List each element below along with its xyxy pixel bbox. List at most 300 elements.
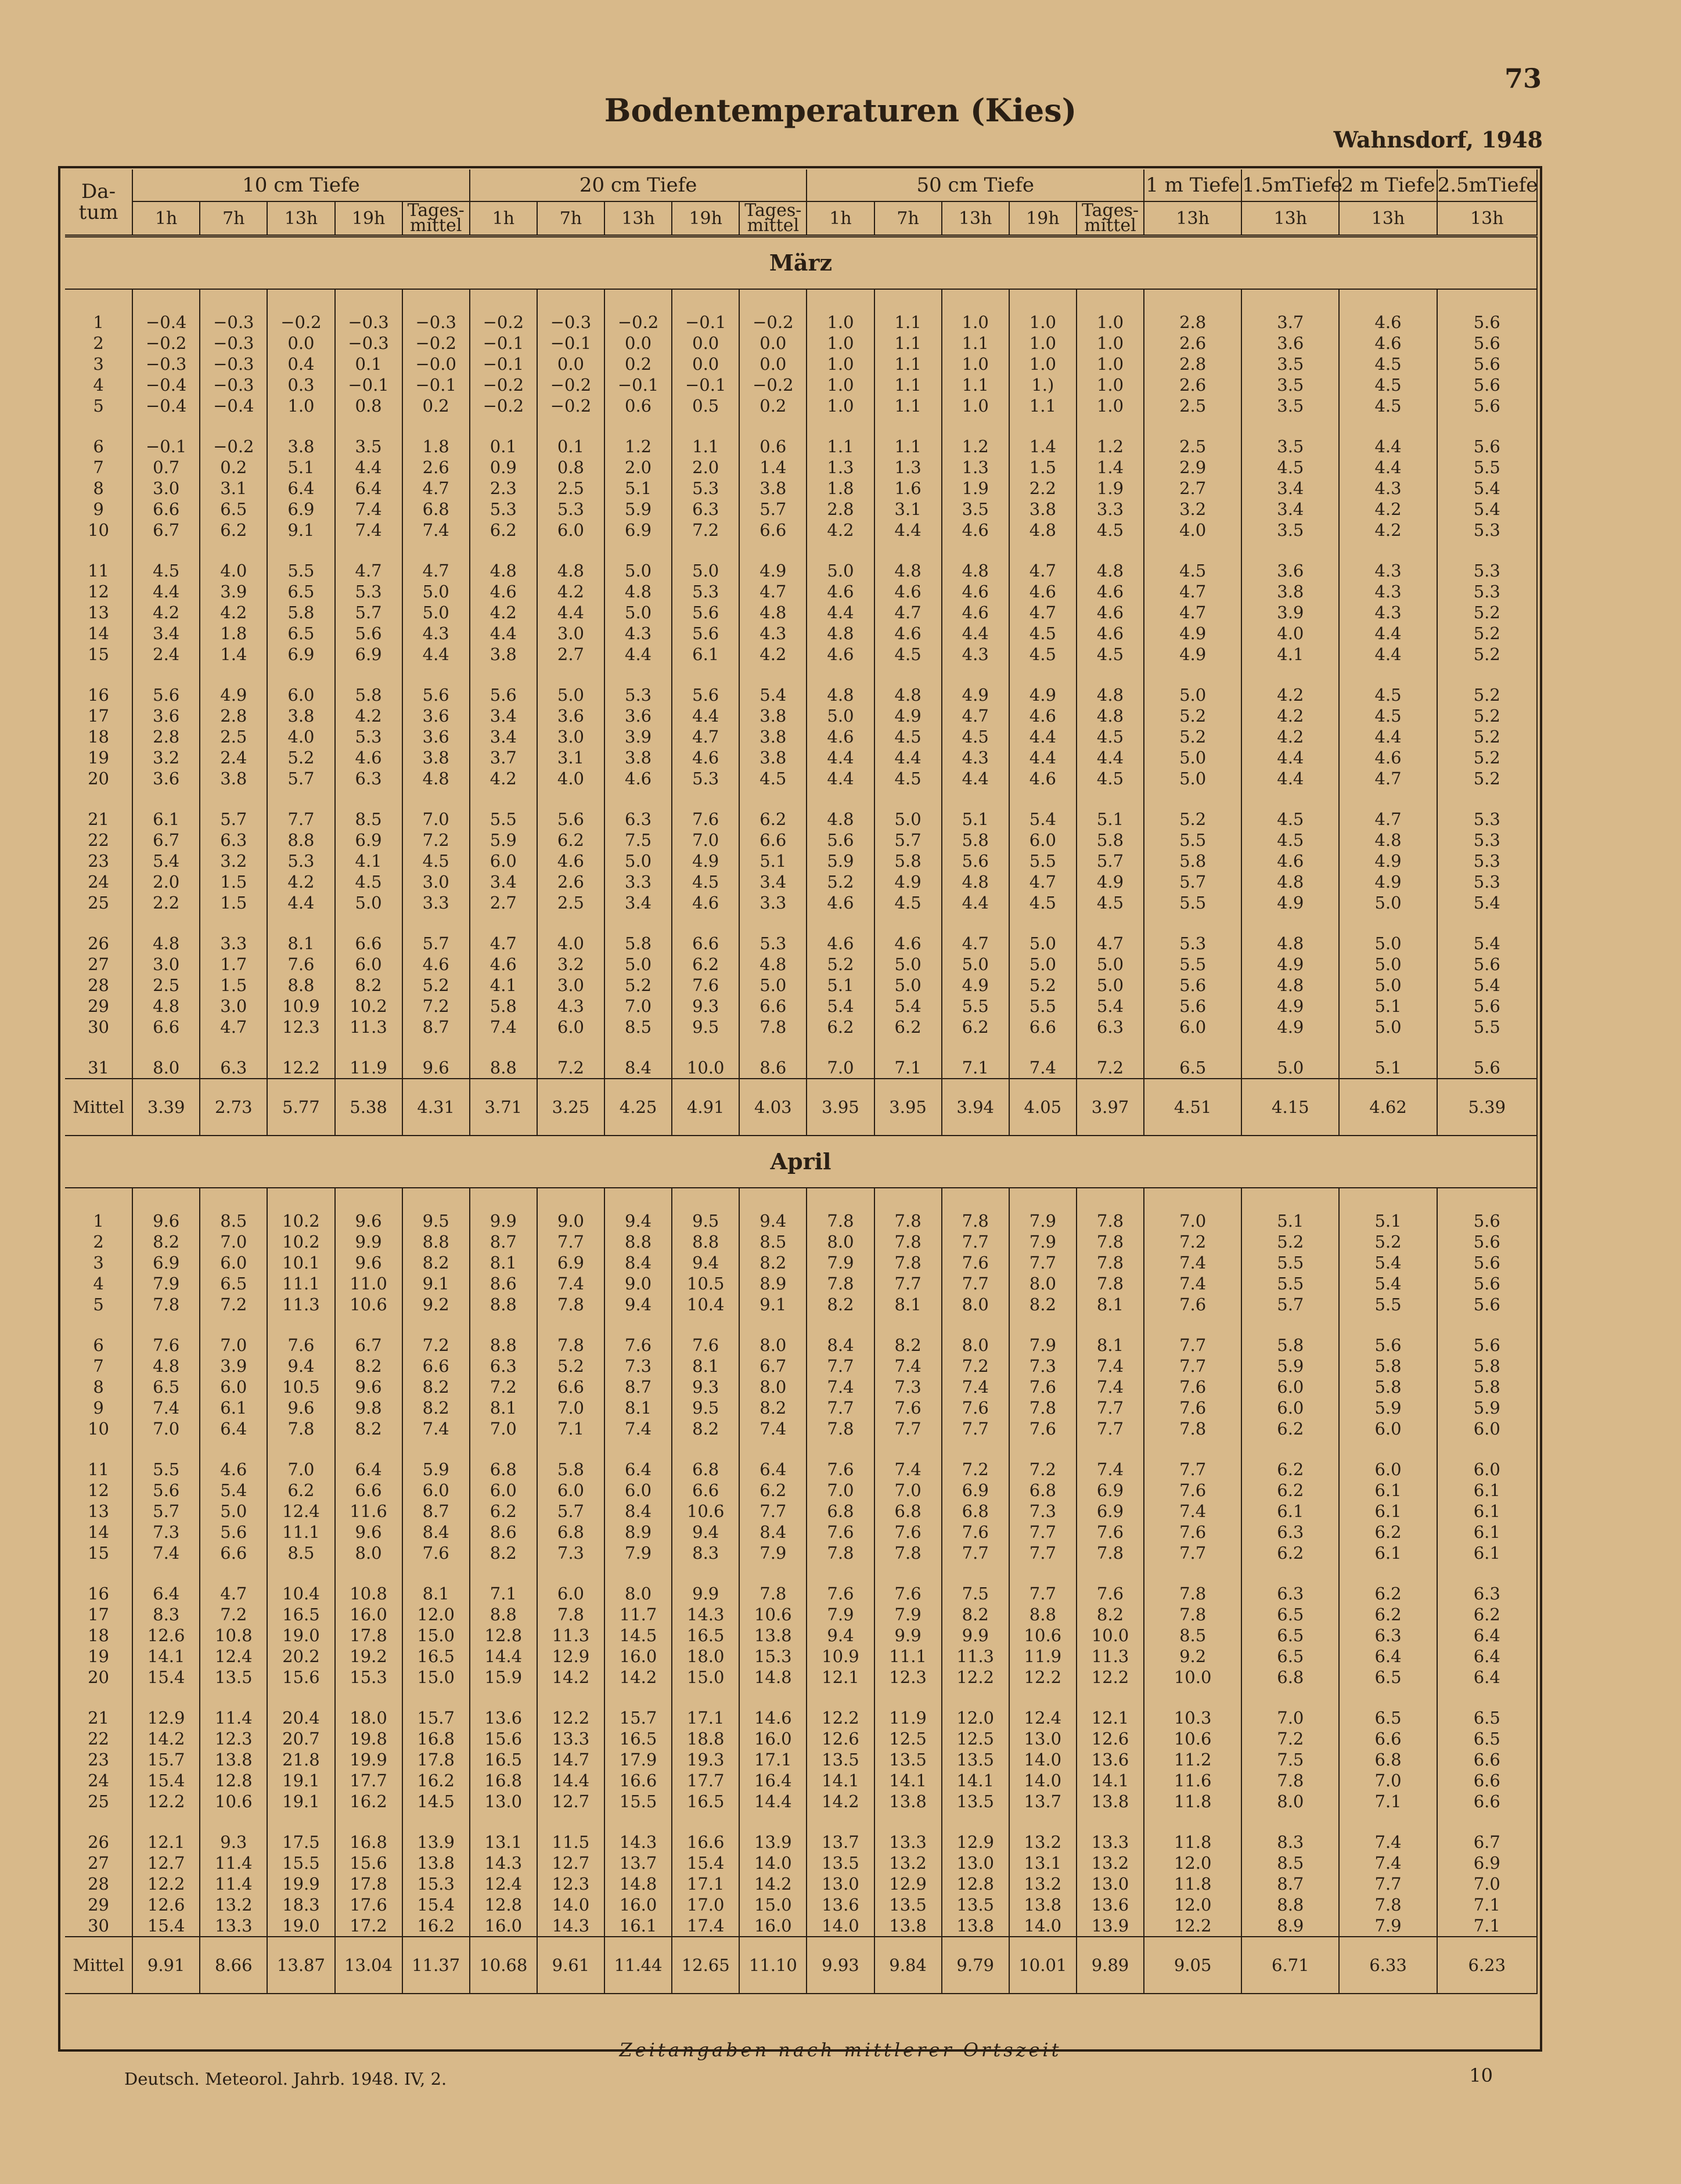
value-cell: 2.5 bbox=[1144, 436, 1241, 457]
value-cell: 6.1 bbox=[1339, 1543, 1437, 1563]
value-cell: 4.4 bbox=[132, 581, 200, 602]
value-cell: 1.2 bbox=[1077, 436, 1144, 457]
value-cell: 7.8 bbox=[1077, 1252, 1144, 1273]
value-cell: 7.7 bbox=[1009, 1583, 1077, 1604]
mean-cell: 6.23 bbox=[1437, 1937, 1537, 1994]
table-row bbox=[65, 499, 1537, 520]
value-cell: 7.6 bbox=[1144, 1376, 1241, 1397]
value-cell: 12.2 bbox=[807, 1707, 874, 1728]
value-cell: 13.6 bbox=[1077, 1749, 1144, 1770]
mean-cell: 3.94 bbox=[942, 1079, 1009, 1136]
value-cell: 4.8 bbox=[874, 684, 942, 705]
value-cell: 4.9 bbox=[1339, 850, 1437, 871]
value-cell: 0.2 bbox=[739, 395, 807, 416]
value-cell: 7.2 bbox=[942, 1459, 1009, 1480]
value-cell: 9.9 bbox=[470, 1210, 537, 1231]
value-cell: 7.0 bbox=[1437, 1873, 1537, 1894]
value-cell: 14.3 bbox=[604, 1832, 672, 1853]
value-cell: 13.2 bbox=[1077, 1853, 1144, 1873]
value-cell: 4.5 bbox=[1077, 726, 1144, 747]
value-cell: 6.0 bbox=[1241, 1397, 1339, 1418]
value-cell: 9.2 bbox=[402, 1294, 470, 1315]
value-cell: 7.6 bbox=[672, 1335, 739, 1356]
value-cell: 5.6 bbox=[672, 684, 739, 705]
value-cell: 8.7 bbox=[470, 1231, 537, 1252]
value-cell: 4.2 bbox=[1339, 499, 1437, 520]
value-cell: 3.8 bbox=[739, 747, 807, 768]
table-row bbox=[65, 1625, 1537, 1646]
value-cell: 11.3 bbox=[1077, 1646, 1144, 1667]
value-cell: −0.2 bbox=[402, 333, 470, 354]
value-cell: 9.3 bbox=[672, 996, 739, 1017]
value-cell: 11.2 bbox=[1144, 1749, 1241, 1770]
value-cell: 9.2 bbox=[1144, 1646, 1241, 1667]
value-cell: 0.0 bbox=[537, 354, 604, 374]
value-cell: 13.2 bbox=[200, 1894, 267, 1915]
value-cell: 5.2 bbox=[1437, 726, 1537, 747]
value-cell: 3.6 bbox=[537, 705, 604, 726]
value-cell: 7.6 bbox=[604, 1335, 672, 1356]
value-cell: 7.4 bbox=[335, 499, 402, 520]
value-cell: 6.8 bbox=[1009, 1480, 1077, 1501]
table-row bbox=[65, 830, 1537, 850]
header-group-2m: 2 m Tiefe bbox=[1339, 170, 1437, 201]
value-cell: 5.4 bbox=[1339, 1273, 1437, 1294]
day-cell: 7 bbox=[65, 1356, 132, 1376]
value-cell: 0.4 bbox=[267, 354, 334, 374]
value-cell: 6.6 bbox=[1339, 1728, 1437, 1749]
value-cell: 4.6 bbox=[874, 581, 942, 602]
value-cell: 1.0 bbox=[1077, 354, 1144, 374]
value-cell: 12.7 bbox=[132, 1853, 200, 1873]
value-cell: 3.4 bbox=[470, 871, 537, 892]
value-cell: 7.0 bbox=[200, 1231, 267, 1252]
value-cell: 7.7 bbox=[1077, 1418, 1144, 1439]
value-cell: 6.7 bbox=[1437, 1832, 1537, 1853]
table-row bbox=[65, 1853, 1537, 1873]
value-cell: 4.9 bbox=[1241, 996, 1339, 1017]
value-cell: 5.5 bbox=[1241, 1273, 1339, 1294]
value-cell: 6.0 bbox=[200, 1252, 267, 1273]
value-cell: 3.4 bbox=[739, 871, 807, 892]
value-cell: −0.3 bbox=[335, 333, 402, 354]
value-cell: 10.8 bbox=[335, 1583, 402, 1604]
table-row bbox=[65, 1210, 1537, 1231]
value-cell: 16.1 bbox=[604, 1915, 672, 1937]
mean-cell: 8.66 bbox=[200, 1937, 267, 1994]
value-cell: 4.1 bbox=[1241, 644, 1339, 665]
value-cell: 6.6 bbox=[1437, 1770, 1537, 1791]
value-cell: 14.4 bbox=[470, 1646, 537, 1667]
value-cell: 10.2 bbox=[267, 1210, 334, 1231]
value-cell: 11.3 bbox=[537, 1625, 604, 1646]
value-cell: 6.8 bbox=[874, 1501, 942, 1522]
value-cell: 5.3 bbox=[604, 684, 672, 705]
value-cell: 7.7 bbox=[1144, 1459, 1241, 1480]
value-cell: 6.3 bbox=[604, 809, 672, 830]
day-cell: 24 bbox=[65, 1770, 132, 1791]
value-cell: 3.2 bbox=[1144, 499, 1241, 520]
value-cell: 0.7 bbox=[132, 457, 200, 478]
value-cell: 10.1 bbox=[267, 1252, 334, 1273]
value-cell: −0.3 bbox=[200, 354, 267, 374]
value-cell: 7.6 bbox=[1077, 1583, 1144, 1604]
value-cell: 9.4 bbox=[739, 1210, 807, 1231]
value-cell: 8.2 bbox=[942, 1604, 1009, 1625]
day-cell: 9 bbox=[65, 1397, 132, 1418]
value-cell: 5.8 bbox=[470, 996, 537, 1017]
value-cell: 3.0 bbox=[200, 996, 267, 1017]
value-cell: 8.2 bbox=[672, 1418, 739, 1439]
value-cell: −0.3 bbox=[537, 312, 604, 333]
value-cell: 3.8 bbox=[604, 747, 672, 768]
value-cell: 4.6 bbox=[807, 726, 874, 747]
value-cell: 3.5 bbox=[335, 436, 402, 457]
value-cell: 9.1 bbox=[739, 1294, 807, 1315]
header-group-1m: 1 m Tiefe bbox=[1144, 170, 1241, 201]
value-cell: 10.0 bbox=[672, 1057, 739, 1079]
value-cell: 12.0 bbox=[942, 1707, 1009, 1728]
value-cell: 5.5 bbox=[132, 1459, 200, 1480]
value-cell: 6.2 bbox=[1241, 1480, 1339, 1501]
value-cell: −0.1 bbox=[335, 374, 402, 395]
value-cell: 4.6 bbox=[470, 954, 537, 975]
value-cell: 11.4 bbox=[200, 1707, 267, 1728]
value-cell: 8.2 bbox=[335, 1418, 402, 1439]
value-cell: 10.2 bbox=[267, 1231, 334, 1252]
day-cell: 15 bbox=[65, 644, 132, 665]
footer-source: Deutsch. Meteorol. Jahrb. 1948. IV, 2. bbox=[124, 2069, 447, 2089]
value-cell: 7.6 bbox=[874, 1522, 942, 1543]
value-cell: 5.4 bbox=[1339, 1252, 1437, 1273]
value-cell: 7.8 bbox=[1144, 1418, 1241, 1439]
value-cell: 4.4 bbox=[874, 520, 942, 540]
value-cell: 10.9 bbox=[267, 996, 334, 1017]
value-cell: 5.5 bbox=[267, 560, 334, 581]
value-cell: 3.8 bbox=[402, 747, 470, 768]
value-cell: 5.5 bbox=[942, 996, 1009, 1017]
value-cell: 1.1 bbox=[942, 374, 1009, 395]
value-cell: 9.9 bbox=[335, 1231, 402, 1252]
day-cell: 20 bbox=[65, 1667, 132, 1688]
value-cell: 6.0 bbox=[537, 1017, 604, 1037]
value-cell: 4.9 bbox=[874, 705, 942, 726]
mean-cell: 3.95 bbox=[807, 1079, 874, 1136]
header-group-2-5m: 2.5mTiefe bbox=[1437, 170, 1537, 201]
value-cell: 1.0 bbox=[1077, 333, 1144, 354]
value-cell: 12.2 bbox=[1009, 1667, 1077, 1688]
value-cell: 9.6 bbox=[267, 1397, 334, 1418]
value-cell: 7.4 bbox=[1144, 1273, 1241, 1294]
value-cell: 5.9 bbox=[807, 850, 874, 871]
value-cell: 7.8 bbox=[807, 1418, 874, 1439]
table-row bbox=[65, 1397, 1537, 1418]
value-cell: 4.4 bbox=[942, 768, 1009, 789]
value-cell: −0.1 bbox=[604, 374, 672, 395]
value-cell: 7.1 bbox=[942, 1057, 1009, 1079]
value-cell: 4.8 bbox=[1077, 684, 1144, 705]
value-cell: 7.0 bbox=[267, 1459, 334, 1480]
value-cell: 5.3 bbox=[1437, 850, 1537, 871]
value-cell: 8.4 bbox=[604, 1252, 672, 1273]
value-cell: 4.4 bbox=[470, 623, 537, 644]
value-cell: 1.0 bbox=[807, 395, 874, 416]
value-cell: 5.4 bbox=[1077, 996, 1144, 1017]
value-cell: 18.3 bbox=[267, 1894, 334, 1915]
value-cell: 2.3 bbox=[470, 478, 537, 499]
value-cell: 4.4 bbox=[1241, 768, 1339, 789]
value-cell: 5.6 bbox=[1437, 1252, 1537, 1273]
value-cell: 7.9 bbox=[1339, 1915, 1437, 1937]
value-cell: 4.5 bbox=[874, 726, 942, 747]
value-cell: 7.6 bbox=[1009, 1376, 1077, 1397]
value-cell: 4.7 bbox=[1009, 871, 1077, 892]
value-cell: 1.7 bbox=[200, 954, 267, 975]
mean-cell: 9.89 bbox=[1077, 1937, 1144, 1994]
value-cell: 8.7 bbox=[402, 1501, 470, 1522]
day-cell: 3 bbox=[65, 354, 132, 374]
value-cell: 7.6 bbox=[672, 809, 739, 830]
value-cell: 6.8 bbox=[807, 1501, 874, 1522]
value-cell: 2.6 bbox=[1144, 333, 1241, 354]
value-cell: 4.5 bbox=[1077, 520, 1144, 540]
value-cell: 10.2 bbox=[335, 996, 402, 1017]
value-cell: 5.8 bbox=[942, 830, 1009, 850]
value-cell: 12.0 bbox=[402, 1604, 470, 1625]
value-cell: 4.5 bbox=[1339, 705, 1437, 726]
value-cell: 4.5 bbox=[132, 560, 200, 581]
value-cell: 5.4 bbox=[1009, 809, 1077, 830]
value-cell: 7.6 bbox=[1144, 1480, 1241, 1501]
value-cell: 5.7 bbox=[200, 809, 267, 830]
value-cell: 4.0 bbox=[537, 768, 604, 789]
value-cell: 6.2 bbox=[470, 1501, 537, 1522]
value-cell: 7.3 bbox=[1009, 1501, 1077, 1522]
day-cell: 14 bbox=[65, 623, 132, 644]
value-cell: 13.3 bbox=[874, 1832, 942, 1853]
value-cell: 5.0 bbox=[1339, 954, 1437, 975]
value-cell: 10.5 bbox=[672, 1273, 739, 1294]
value-cell: 15.6 bbox=[470, 1728, 537, 1749]
value-cell: 6.9 bbox=[1437, 1853, 1537, 1873]
value-cell: 7.0 bbox=[132, 1418, 200, 1439]
value-cell: 9.5 bbox=[672, 1210, 739, 1231]
value-cell: 7.7 bbox=[1144, 1543, 1241, 1563]
value-cell: 4.8 bbox=[132, 996, 200, 1017]
value-cell: 5.2 bbox=[1437, 684, 1537, 705]
value-cell: 6.0 bbox=[537, 1480, 604, 1501]
value-cell: 14.1 bbox=[1077, 1770, 1144, 1791]
value-cell: 7.9 bbox=[1009, 1231, 1077, 1252]
value-cell: 4.1 bbox=[470, 975, 537, 996]
value-cell: 12.2 bbox=[1144, 1915, 1241, 1937]
value-cell: 4.9 bbox=[1241, 892, 1339, 913]
value-cell: 7.0 bbox=[807, 1480, 874, 1501]
value-cell: 5.6 bbox=[1437, 1273, 1537, 1294]
day-cell: 18 bbox=[65, 1625, 132, 1646]
table-row bbox=[65, 684, 1537, 705]
value-cell: 7.7 bbox=[537, 1231, 604, 1252]
value-cell: 4.4 bbox=[1339, 457, 1437, 478]
value-cell: 4.5 bbox=[335, 871, 402, 892]
value-cell: 7.2 bbox=[672, 520, 739, 540]
value-cell: 15.0 bbox=[672, 1667, 739, 1688]
day-cell: 17 bbox=[65, 1604, 132, 1625]
value-cell: 4.4 bbox=[1339, 623, 1437, 644]
value-cell: 6.0 bbox=[402, 1480, 470, 1501]
value-cell: 2.6 bbox=[537, 871, 604, 892]
value-cell: 6.6 bbox=[1437, 1749, 1537, 1770]
value-cell: 5.0 bbox=[1144, 747, 1241, 768]
value-cell: 4.6 bbox=[807, 892, 874, 913]
value-cell: 13.6 bbox=[1077, 1894, 1144, 1915]
day-cell: 24 bbox=[65, 871, 132, 892]
value-cell: 5.0 bbox=[402, 581, 470, 602]
value-cell: 4.8 bbox=[807, 809, 874, 830]
value-cell: 4.9 bbox=[1241, 954, 1339, 975]
value-cell: 4.4 bbox=[942, 892, 1009, 913]
value-cell: 4.7 bbox=[402, 560, 470, 581]
value-cell: 6.7 bbox=[132, 830, 200, 850]
day-cell: 9 bbox=[65, 499, 132, 520]
value-cell: 11.3 bbox=[335, 1017, 402, 1037]
value-cell: 12.2 bbox=[1077, 1667, 1144, 1688]
value-cell: 5.2 bbox=[1144, 705, 1241, 726]
value-cell: 5.2 bbox=[1241, 1231, 1339, 1252]
value-cell: 2.5 bbox=[132, 975, 200, 996]
value-cell: 6.9 bbox=[604, 520, 672, 540]
day-cell: 31 bbox=[65, 1057, 132, 1079]
value-cell: 7.7 bbox=[942, 1231, 1009, 1252]
value-cell: 11.9 bbox=[335, 1057, 402, 1079]
value-cell: 8.4 bbox=[807, 1335, 874, 1356]
value-cell: 4.5 bbox=[672, 871, 739, 892]
value-cell: 1.3 bbox=[942, 457, 1009, 478]
value-cell: 4.8 bbox=[807, 684, 874, 705]
value-cell: 5.9 bbox=[470, 830, 537, 850]
value-cell: 8.2 bbox=[402, 1397, 470, 1418]
value-cell: 7.6 bbox=[1009, 1418, 1077, 1439]
value-cell: 7.0 bbox=[1144, 1210, 1241, 1231]
value-cell: 8.6 bbox=[470, 1522, 537, 1543]
value-cell: 6.2 bbox=[200, 520, 267, 540]
value-cell: 7.7 bbox=[1339, 1873, 1437, 1894]
value-cell: 8.2 bbox=[470, 1543, 537, 1563]
value-cell: 4.7 bbox=[335, 560, 402, 581]
value-cell: 13.5 bbox=[874, 1894, 942, 1915]
value-cell: 4.9 bbox=[672, 850, 739, 871]
value-cell: 20.4 bbox=[267, 1707, 334, 1728]
value-cell: 11.7 bbox=[604, 1604, 672, 1625]
value-cell: 5.0 bbox=[1339, 1017, 1437, 1037]
value-cell: 8.5 bbox=[335, 809, 402, 830]
value-cell: 4.3 bbox=[1339, 560, 1437, 581]
value-cell: 6.1 bbox=[672, 644, 739, 665]
value-cell: 15.0 bbox=[739, 1894, 807, 1915]
value-cell: 16.2 bbox=[335, 1791, 402, 1812]
value-cell: 4.9 bbox=[1241, 1017, 1339, 1037]
value-cell: 19.1 bbox=[267, 1770, 334, 1791]
value-cell: 12.8 bbox=[470, 1894, 537, 1915]
value-cell: −0.1 bbox=[672, 312, 739, 333]
value-cell: 5.5 bbox=[1009, 996, 1077, 1017]
monthly-mean-row bbox=[65, 1079, 1537, 1136]
value-cell: 5.4 bbox=[200, 1480, 267, 1501]
value-cell: −0.4 bbox=[132, 395, 200, 416]
table-row bbox=[65, 1273, 1537, 1294]
table-row bbox=[65, 623, 1537, 644]
value-cell: 8.5 bbox=[1144, 1625, 1241, 1646]
value-cell: 15.7 bbox=[604, 1707, 672, 1728]
value-cell: 6.6 bbox=[672, 933, 739, 954]
day-cell: 1 bbox=[65, 1210, 132, 1231]
value-cell: 11.1 bbox=[874, 1646, 942, 1667]
value-cell: 6.2 bbox=[470, 520, 537, 540]
value-cell: 7.7 bbox=[807, 1397, 874, 1418]
value-cell: 9.9 bbox=[874, 1625, 942, 1646]
value-cell: 8.0 bbox=[942, 1335, 1009, 1356]
value-cell: 7.0 bbox=[200, 1335, 267, 1356]
value-cell: 4.2 bbox=[1241, 726, 1339, 747]
table-row bbox=[65, 1459, 1537, 1480]
value-cell: 12.3 bbox=[874, 1667, 942, 1688]
value-cell: 3.5 bbox=[1241, 520, 1339, 540]
value-cell: 6.1 bbox=[1339, 1480, 1437, 1501]
value-cell: 5.7 bbox=[335, 602, 402, 623]
value-cell: 12.3 bbox=[267, 1017, 334, 1037]
value-cell: −0.3 bbox=[200, 333, 267, 354]
value-cell: 2.8 bbox=[132, 726, 200, 747]
value-cell: 11.0 bbox=[335, 1273, 402, 1294]
value-cell: −0.3 bbox=[402, 312, 470, 333]
value-cell: 4.8 bbox=[807, 623, 874, 644]
value-cell: 11.1 bbox=[267, 1273, 334, 1294]
value-cell: 4.6 bbox=[807, 933, 874, 954]
value-cell: −0.1 bbox=[672, 374, 739, 395]
value-cell: 7.4 bbox=[874, 1459, 942, 1480]
value-cell: 0.1 bbox=[537, 436, 604, 457]
value-cell: 6.9 bbox=[132, 1252, 200, 1273]
value-cell: 6.2 bbox=[1437, 1604, 1537, 1625]
value-cell: 8.6 bbox=[739, 1057, 807, 1079]
day-cell: 8 bbox=[65, 1376, 132, 1397]
value-cell: 1.4 bbox=[1009, 436, 1077, 457]
value-cell: 13.8 bbox=[402, 1853, 470, 1873]
value-cell: 7.7 bbox=[739, 1501, 807, 1522]
value-cell: 5.1 bbox=[807, 975, 874, 996]
value-cell: 6.9 bbox=[335, 830, 402, 850]
value-cell: 5.0 bbox=[604, 560, 672, 581]
value-cell: 5.2 bbox=[807, 954, 874, 975]
value-cell: 7.9 bbox=[1009, 1335, 1077, 1356]
value-cell: 2.5 bbox=[537, 892, 604, 913]
value-cell: 15.4 bbox=[132, 1770, 200, 1791]
value-cell: 5.8 bbox=[537, 1459, 604, 1480]
value-cell: 5.8 bbox=[1437, 1376, 1537, 1397]
value-cell: 4.9 bbox=[739, 560, 807, 581]
value-cell: 5.7 bbox=[739, 499, 807, 520]
value-cell: 3.0 bbox=[537, 623, 604, 644]
value-cell: 9.4 bbox=[807, 1625, 874, 1646]
value-cell: −0.1 bbox=[470, 354, 537, 374]
value-cell: 3.6 bbox=[604, 705, 672, 726]
header-group-20cm: 20 cm Tiefe bbox=[470, 170, 807, 201]
value-cell: 4.5 bbox=[1077, 768, 1144, 789]
value-cell: 3.8 bbox=[739, 705, 807, 726]
mean-cell: 10.01 bbox=[1009, 1937, 1077, 1994]
value-cell: 3.4 bbox=[132, 623, 200, 644]
table-row bbox=[65, 871, 1537, 892]
